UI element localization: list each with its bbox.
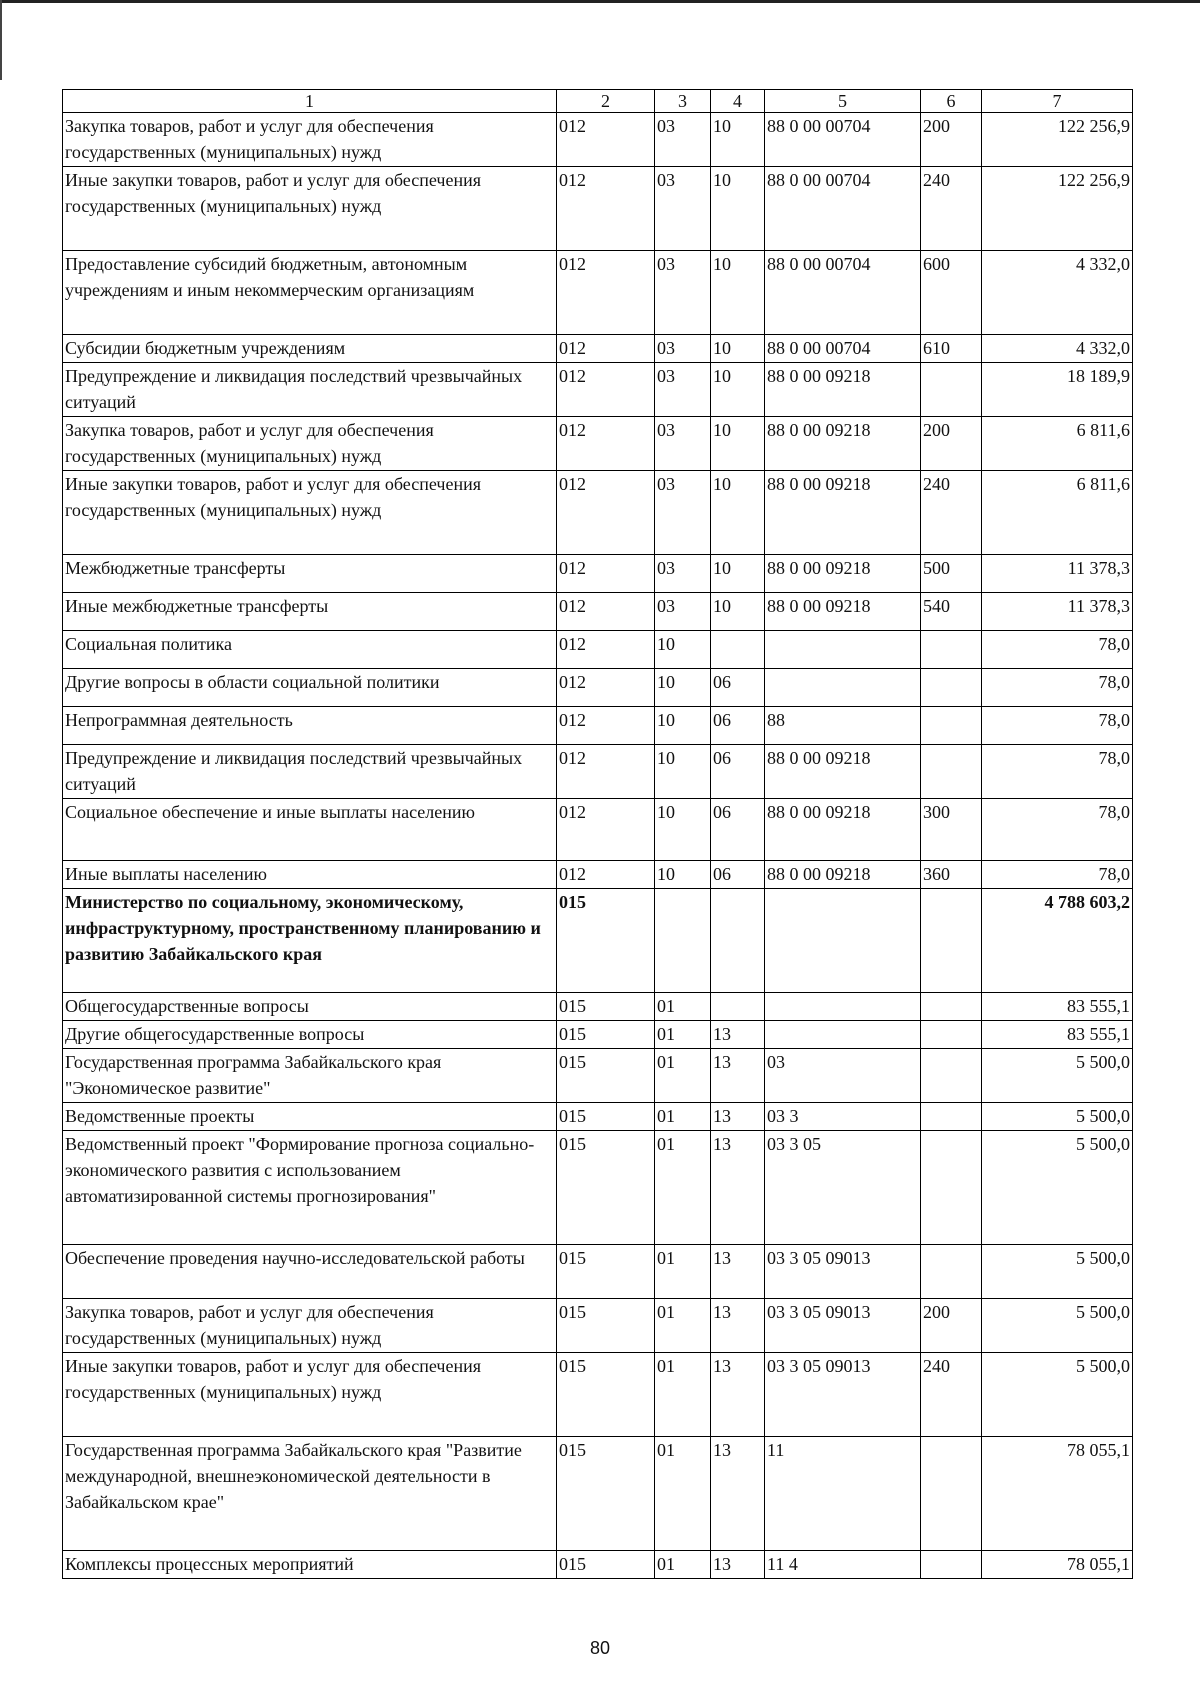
row-amount-cell: 18 189,9 [982, 363, 1133, 417]
row-name-cell: Иные межбюджетные трансферты [63, 593, 557, 631]
row-amount-cell: 4 332,0 [982, 335, 1133, 363]
row-name-cell: Другие вопросы в области социальной политики [63, 669, 557, 707]
row-name-cell: Иные выплаты населению [63, 861, 557, 889]
row-section-cell: 01 [655, 1049, 711, 1103]
row-section-cell: 10 [655, 631, 711, 669]
row-expense-type-cell: 540 [921, 593, 982, 631]
column-header: 1 [63, 90, 557, 113]
row-section-cell: 10 [655, 745, 711, 799]
table-row [63, 1437, 1133, 1551]
row-expense-type-cell [921, 1103, 982, 1131]
row-target-cell: 88 0 00 09218 [765, 861, 921, 889]
row-section-cell: 03 [655, 167, 711, 251]
row-code-cell: 012 [557, 631, 655, 669]
row-target-cell: 88 0 00 09218 [765, 417, 921, 471]
row-subsection-cell: 13 [711, 1245, 765, 1299]
row-code-cell: 015 [557, 1131, 655, 1245]
row-name-cell: Иные закупки товаров, работ и услуг для обеспечения государственных (муниципальных) нужд [63, 1353, 557, 1437]
row-name-cell: Комплексы процессных мероприятий [63, 1551, 557, 1579]
row-target-cell: 88 0 00 09218 [765, 471, 921, 555]
row-section-cell: 01 [655, 1245, 711, 1299]
row-name-cell: Ведомственный проект "Формирование прогноза социально-экономического развития с использованием автоматизированной системы прогнозирования" [63, 1131, 557, 1245]
row-target-cell: 03 3 05 09013 [765, 1353, 921, 1437]
row-name-cell: Обеспечение проведения научно-исследовательской работы [63, 1245, 557, 1299]
row-code-cell: 012 [557, 555, 655, 593]
row-section-cell: 03 [655, 593, 711, 631]
column-header: 5 [765, 90, 921, 113]
row-subsection-cell [711, 993, 765, 1021]
row-code-cell: 015 [557, 1103, 655, 1131]
row-amount-cell: 78,0 [982, 799, 1133, 861]
header-row [63, 90, 1133, 113]
row-section-cell: 01 [655, 1437, 711, 1551]
row-subsection-cell [711, 889, 765, 993]
row-amount-cell: 122 256,9 [982, 167, 1133, 251]
table-row [63, 993, 1133, 1021]
table-row [63, 889, 1133, 993]
row-code-cell: 012 [557, 251, 655, 335]
row-section-cell: 10 [655, 707, 711, 745]
row-name-cell: Государственная программа Забайкальского края "Экономическое развитие" [63, 1049, 557, 1103]
row-amount-cell: 78,0 [982, 631, 1133, 669]
scan-top-edge [0, 0, 1200, 3]
table-row [63, 799, 1133, 861]
row-subsection-cell: 06 [711, 707, 765, 745]
column-header: 6 [921, 90, 982, 113]
row-subsection-cell: 10 [711, 167, 765, 251]
row-target-cell [765, 631, 921, 669]
row-target-cell [765, 993, 921, 1021]
row-target-cell: 03 [765, 1049, 921, 1103]
row-expense-type-cell: 240 [921, 471, 982, 555]
table-row [63, 335, 1133, 363]
row-code-cell: 015 [557, 1299, 655, 1353]
row-amount-cell: 6 811,6 [982, 417, 1133, 471]
row-amount-cell: 5 500,0 [982, 1131, 1133, 1245]
row-amount-cell: 11 378,3 [982, 593, 1133, 631]
row-amount-cell: 5 500,0 [982, 1049, 1133, 1103]
table-row [63, 1049, 1133, 1103]
row-section-cell: 01 [655, 1353, 711, 1437]
row-name-cell: Министерство по социальному, экономическому, инфраструктурному, пространственному планированию и развитию Забайкальского края [63, 889, 557, 993]
table-row [63, 471, 1133, 555]
row-amount-cell: 5 500,0 [982, 1353, 1133, 1437]
table-row [63, 555, 1133, 593]
row-name-cell: Социальное обеспечение и иные выплаты населению [63, 799, 557, 861]
row-amount-cell: 78,0 [982, 861, 1133, 889]
table-row [63, 1021, 1133, 1049]
row-amount-cell: 83 555,1 [982, 993, 1133, 1021]
row-amount-cell: 78,0 [982, 669, 1133, 707]
row-section-cell: 03 [655, 113, 711, 167]
row-expense-type-cell [921, 631, 982, 669]
budget-table [62, 89, 1133, 1579]
row-amount-cell: 4 332,0 [982, 251, 1133, 335]
row-code-cell: 015 [557, 1245, 655, 1299]
table-row [63, 113, 1133, 167]
row-expense-type-cell: 200 [921, 113, 982, 167]
row-target-cell: 88 0 00 00704 [765, 251, 921, 335]
table-row [63, 417, 1133, 471]
row-subsection-cell [711, 631, 765, 669]
row-expense-type-cell [921, 1049, 982, 1103]
row-name-cell: Закупка товаров, работ и услуг для обеспечения государственных (муниципальных) нужд [63, 417, 557, 471]
row-section-cell: 03 [655, 417, 711, 471]
row-subsection-cell: 10 [711, 593, 765, 631]
row-code-cell: 015 [557, 1021, 655, 1049]
row-expense-type-cell [921, 1245, 982, 1299]
row-code-cell: 012 [557, 113, 655, 167]
row-expense-type-cell: 610 [921, 335, 982, 363]
row-target-cell: 11 [765, 1437, 921, 1551]
row-section-cell: 01 [655, 1103, 711, 1131]
table-row [63, 861, 1133, 889]
row-amount-cell: 78,0 [982, 707, 1133, 745]
row-subsection-cell: 13 [711, 1299, 765, 1353]
row-expense-type-cell: 360 [921, 861, 982, 889]
row-target-cell: 88 0 00 00704 [765, 335, 921, 363]
row-expense-type-cell [921, 889, 982, 993]
table-row [63, 167, 1133, 251]
row-target-cell: 88 [765, 707, 921, 745]
row-target-cell [765, 669, 921, 707]
row-target-cell: 03 3 05 [765, 1131, 921, 1245]
table-row [63, 251, 1133, 335]
row-section-cell: 01 [655, 1131, 711, 1245]
row-name-cell: Предоставление субсидий бюджетным, автономным учреждениям и иным некоммерческим организациям [63, 251, 557, 335]
row-target-cell: 88 0 00 00704 [765, 167, 921, 251]
row-expense-type-cell [921, 707, 982, 745]
row-code-cell: 012 [557, 861, 655, 889]
row-code-cell: 015 [557, 1353, 655, 1437]
row-section-cell: 03 [655, 363, 711, 417]
row-name-cell: Государственная программа Забайкальского края "Развитие международной, внешнеэкономической деятельности в Забайкальском крае" [63, 1437, 557, 1551]
row-target-cell: 88 0 00 09218 [765, 593, 921, 631]
row-subsection-cell: 06 [711, 669, 765, 707]
table-row [63, 1245, 1133, 1299]
row-code-cell: 012 [557, 707, 655, 745]
row-section-cell: 03 [655, 335, 711, 363]
row-section-cell: 01 [655, 993, 711, 1021]
row-code-cell: 012 [557, 417, 655, 471]
row-amount-cell: 6 811,6 [982, 471, 1133, 555]
row-name-cell: Иные закупки товаров, работ и услуг для обеспечения государственных (муниципальных) нужд [63, 167, 557, 251]
row-target-cell: 88 0 00 09218 [765, 555, 921, 593]
row-name-cell: Межбюджетные трансферты [63, 555, 557, 593]
row-subsection-cell: 06 [711, 745, 765, 799]
row-subsection-cell: 10 [711, 417, 765, 471]
table-row [63, 1131, 1133, 1245]
row-section-cell: 10 [655, 861, 711, 889]
row-expense-type-cell: 240 [921, 167, 982, 251]
row-name-cell: Субсидии бюджетным учреждениям [63, 335, 557, 363]
row-code-cell: 012 [557, 593, 655, 631]
row-amount-cell: 78 055,1 [982, 1551, 1133, 1579]
row-name-cell: Социальная политика [63, 631, 557, 669]
row-subsection-cell: 10 [711, 471, 765, 555]
table-row [63, 1353, 1133, 1437]
row-subsection-cell: 13 [711, 1049, 765, 1103]
column-header: 2 [557, 90, 655, 113]
row-name-cell: Закупка товаров, работ и услуг для обеспечения государственных (муниципальных) нужд [63, 1299, 557, 1353]
column-header: 4 [711, 90, 765, 113]
row-expense-type-cell [921, 745, 982, 799]
row-amount-cell: 122 256,9 [982, 113, 1133, 167]
row-subsection-cell: 10 [711, 555, 765, 593]
row-section-cell: 10 [655, 799, 711, 861]
row-subsection-cell: 10 [711, 113, 765, 167]
table-row [63, 363, 1133, 417]
page-number: 80 [589, 1638, 611, 1658]
row-expense-type-cell: 600 [921, 251, 982, 335]
row-subsection-cell: 06 [711, 861, 765, 889]
row-target-cell: 88 0 00 09218 [765, 363, 921, 417]
table-row [63, 1551, 1133, 1579]
row-expense-type-cell: 500 [921, 555, 982, 593]
row-expense-type-cell [921, 1021, 982, 1049]
row-code-cell: 015 [557, 1551, 655, 1579]
row-expense-type-cell: 240 [921, 1353, 982, 1437]
row-target-cell: 88 0 00 00704 [765, 113, 921, 167]
row-section-cell [655, 889, 711, 993]
row-target-cell: 11 4 [765, 1551, 921, 1579]
row-target-cell: 03 3 [765, 1103, 921, 1131]
row-subsection-cell: 06 [711, 799, 765, 861]
row-expense-type-cell [921, 993, 982, 1021]
row-subsection-cell: 10 [711, 335, 765, 363]
row-subsection-cell: 13 [711, 1103, 765, 1131]
row-target-cell: 88 0 00 09218 [765, 799, 921, 861]
row-subsection-cell: 10 [711, 251, 765, 335]
row-code-cell: 012 [557, 799, 655, 861]
table-row [63, 745, 1133, 799]
table-row [63, 669, 1133, 707]
row-subsection-cell: 13 [711, 1551, 765, 1579]
row-expense-type-cell [921, 1131, 982, 1245]
row-amount-cell: 78 055,1 [982, 1437, 1133, 1551]
row-target-cell: 88 0 00 09218 [765, 745, 921, 799]
row-section-cell: 01 [655, 1299, 711, 1353]
row-target-cell: 03 3 05 09013 [765, 1299, 921, 1353]
row-name-cell: Закупка товаров, работ и услуг для обеспечения государственных (муниципальных) нужд [63, 113, 557, 167]
row-section-cell: 03 [655, 555, 711, 593]
row-code-cell: 015 [557, 993, 655, 1021]
row-subsection-cell: 13 [711, 1131, 765, 1245]
row-name-cell: Непрограммная деятельность [63, 707, 557, 745]
row-code-cell: 015 [557, 889, 655, 993]
row-name-cell: Иные закупки товаров, работ и услуг для обеспечения государственных (муниципальных) нужд [63, 471, 557, 555]
row-subsection-cell: 10 [711, 363, 765, 417]
row-amount-cell: 11 378,3 [982, 555, 1133, 593]
row-target-cell [765, 889, 921, 993]
table-row [63, 631, 1133, 669]
row-amount-cell: 5 500,0 [982, 1299, 1133, 1353]
row-name-cell: Ведомственные проекты [63, 1103, 557, 1131]
row-code-cell: 012 [557, 335, 655, 363]
row-target-cell [765, 1021, 921, 1049]
row-amount-cell: 4 788 603,2 [982, 889, 1133, 993]
row-code-cell: 015 [557, 1437, 655, 1551]
scan-left-edge [0, 0, 2, 80]
row-section-cell: 03 [655, 471, 711, 555]
table-row [63, 707, 1133, 745]
row-code-cell: 015 [557, 1049, 655, 1103]
row-code-cell: 012 [557, 745, 655, 799]
row-code-cell: 012 [557, 669, 655, 707]
row-expense-type-cell: 200 [921, 417, 982, 471]
row-amount-cell: 78,0 [982, 745, 1133, 799]
table-row [63, 1103, 1133, 1131]
row-code-cell: 012 [557, 471, 655, 555]
row-name-cell: Другие общегосударственные вопросы [63, 1021, 557, 1049]
row-expense-type-cell [921, 1437, 982, 1551]
row-name-cell: Предупреждение и ликвидация последствий чрезвычайных ситуаций [63, 745, 557, 799]
row-name-cell: Общегосударственные вопросы [63, 993, 557, 1021]
row-subsection-cell: 13 [711, 1353, 765, 1437]
row-section-cell: 01 [655, 1551, 711, 1579]
row-amount-cell: 5 500,0 [982, 1245, 1133, 1299]
row-section-cell: 03 [655, 251, 711, 335]
row-expense-type-cell: 200 [921, 1299, 982, 1353]
row-expense-type-cell [921, 1551, 982, 1579]
row-expense-type-cell [921, 363, 982, 417]
row-target-cell: 03 3 05 09013 [765, 1245, 921, 1299]
row-code-cell: 012 [557, 363, 655, 417]
row-subsection-cell: 13 [711, 1437, 765, 1551]
row-name-cell: Предупреждение и ликвидация последствий чрезвычайных ситуаций [63, 363, 557, 417]
row-code-cell: 012 [557, 167, 655, 251]
row-expense-type-cell: 300 [921, 799, 982, 861]
row-amount-cell: 5 500,0 [982, 1103, 1133, 1131]
table-row [63, 593, 1133, 631]
row-section-cell: 01 [655, 1021, 711, 1049]
table-row [63, 1299, 1133, 1353]
column-header: 3 [655, 90, 711, 113]
row-amount-cell: 83 555,1 [982, 1021, 1133, 1049]
row-expense-type-cell [921, 669, 982, 707]
row-subsection-cell: 13 [711, 1021, 765, 1049]
row-section-cell: 10 [655, 669, 711, 707]
column-header: 7 [982, 90, 1133, 113]
